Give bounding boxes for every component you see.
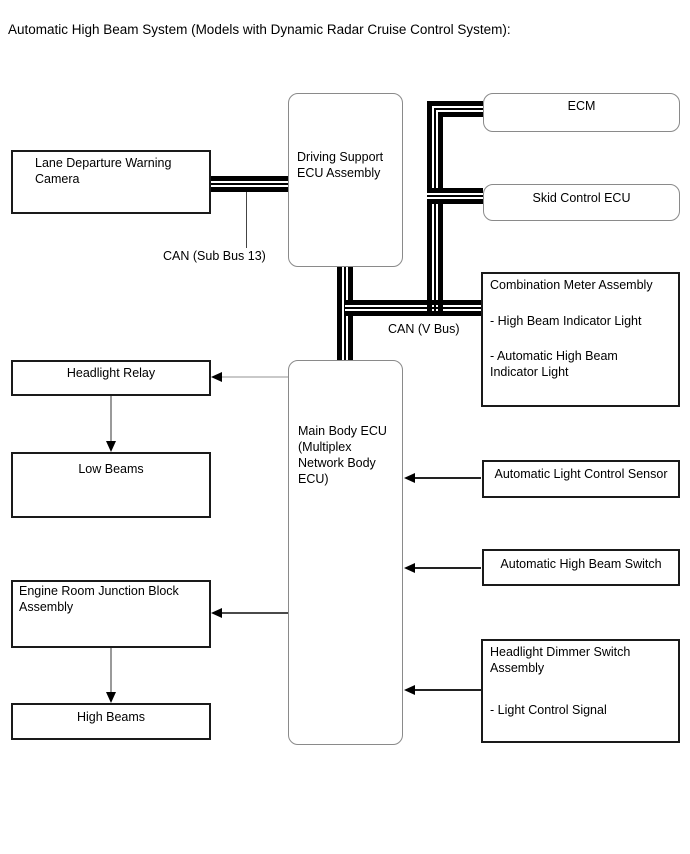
node-label: Combination Meter Assembly — [490, 278, 653, 292]
arrowhead-headlight-relay — [211, 372, 222, 382]
node-label: Headlight Dimmer Switch — [490, 645, 631, 659]
node-label: Skid Control ECU — [532, 191, 631, 205]
node-sub-item: - Automatic High Beam — [490, 349, 618, 363]
can-bus-skid-control-branch — [427, 188, 483, 204]
node-label: Assembly — [490, 661, 545, 675]
arrowhead-engine-room — [211, 608, 222, 618]
can-bus-ldw-to-driving-support — [211, 176, 288, 192]
node-ecm — [483, 93, 680, 132]
arrowhead-high-beams — [106, 692, 116, 703]
node-driving-support-ecu — [288, 93, 403, 267]
arrowhead-dimmer — [404, 685, 415, 695]
node-label: Automatic High Beam Switch — [500, 557, 662, 571]
arrowhead-ahb-switch — [404, 563, 415, 573]
can-v-bus-label: CAN (V Bus) — [388, 322, 460, 336]
node-label: (Multiplex — [298, 440, 352, 454]
arrowhead-light-sensor — [404, 473, 415, 483]
node-combination-meter — [481, 272, 680, 407]
page-title: Automatic High Beam System (Models with Dynamic Radar Cruise Control System): — [8, 22, 511, 37]
arrow-line-ahb-switch-to-mainbody — [413, 567, 481, 569]
node-label: Camera — [35, 172, 80, 186]
node-sub-item: - High Beam Indicator Light — [490, 314, 642, 328]
arrow-line-mainbody-to-headlight-relay — [219, 376, 288, 378]
node-label: Headlight Relay — [66, 366, 156, 380]
arrow-line-engine-room-to-high-beams — [110, 648, 112, 693]
node-label: Assembly — [19, 600, 74, 614]
node-label: High Beams — [76, 710, 146, 724]
node-lane-departure-camera — [11, 150, 211, 214]
node-high-beams — [11, 703, 211, 740]
node-label: Lane Departure Warning — [35, 156, 172, 170]
node-sub-item: - Light Control Signal — [490, 703, 607, 717]
node-engine-room-junction — [11, 580, 211, 648]
can-bus-ecm-branch-inner — [438, 112, 483, 316]
arrow-line-dimmer-to-mainbody — [413, 689, 481, 691]
node-label: Engine Room Junction Block — [19, 584, 179, 598]
node-sub-item: Indicator Light — [490, 365, 569, 379]
arrow-line-relay-to-low-beams — [110, 396, 112, 442]
node-main-body-ecu — [288, 360, 403, 745]
node-headlight-dimmer-switch — [481, 639, 680, 743]
node-label: Network Body — [298, 456, 376, 470]
can-sub-bus-label: CAN (Sub Bus 13) — [163, 249, 266, 263]
node-label: Main Body ECU — [298, 424, 387, 438]
arrowhead-low-beams — [106, 441, 116, 452]
node-label: Driving Support — [297, 150, 384, 164]
node-low-beams — [11, 452, 211, 518]
node-auto-high-beam-switch — [482, 549, 680, 586]
node-headlight-relay — [11, 360, 211, 396]
sub-bus-leader-line — [246, 192, 247, 248]
node-label: Low Beams — [78, 462, 144, 476]
arrow-line-mainbody-to-engine-room — [219, 612, 288, 614]
node-label: ECU) — [298, 472, 329, 486]
arrow-line-light-sensor-to-mainbody — [413, 477, 481, 479]
node-label: ECM — [567, 99, 596, 113]
node-label: Automatic Light Control Sensor — [494, 467, 668, 481]
node-label: ECU Assembly — [297, 166, 381, 180]
node-skid-control-ecu — [483, 184, 680, 221]
node-auto-light-control-sensor — [482, 460, 680, 498]
